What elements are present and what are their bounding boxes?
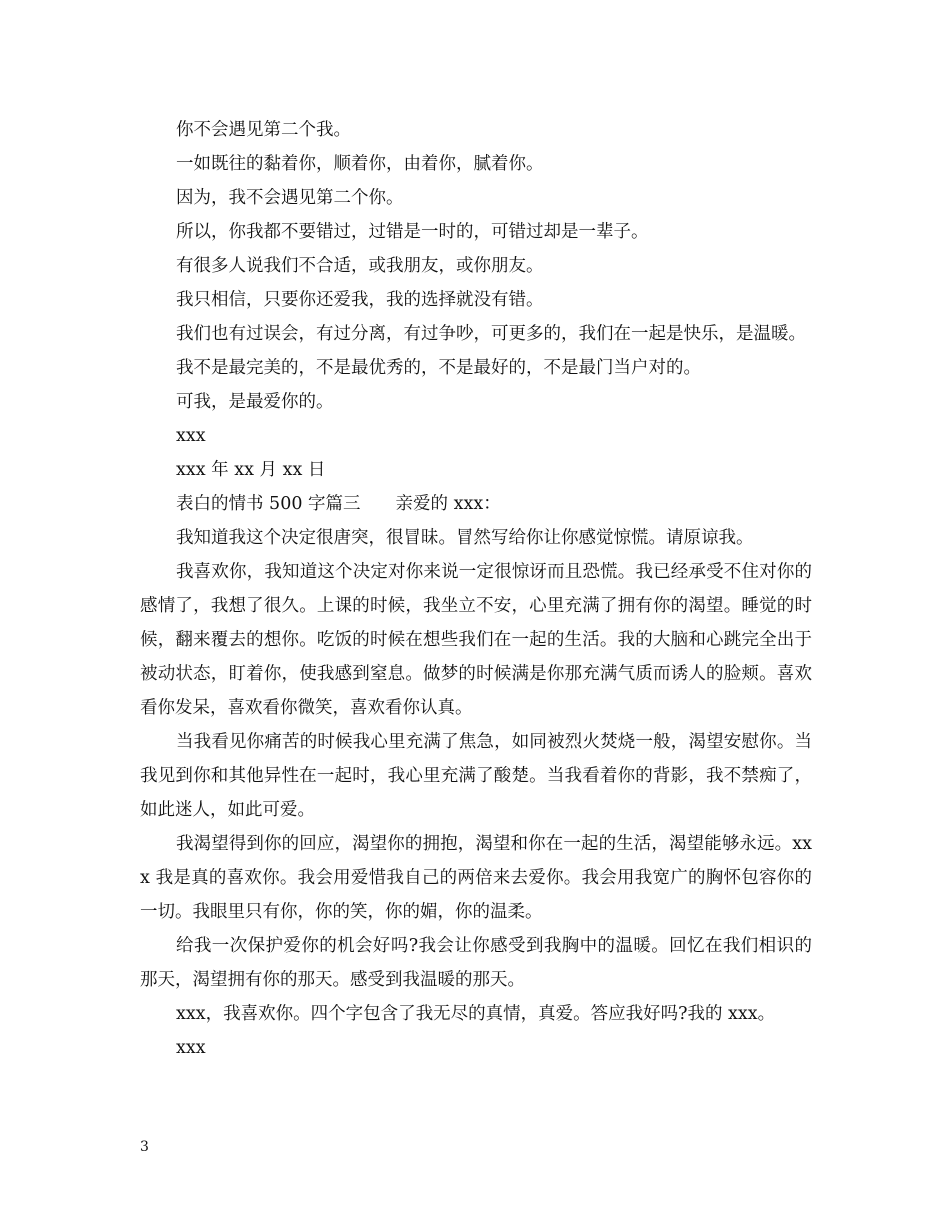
paragraph-13: 我知道我这个决定很唐突，很冒昧。冒然写给你让你感觉惊慌。请原谅我。 xyxy=(176,528,754,548)
signature-date: xxx 年 xx 月 xx 日 xyxy=(176,460,326,480)
closing-signature: xxx xyxy=(176,1038,206,1058)
signature-name: xxx xyxy=(176,426,206,446)
paragraph-9: 可我，是最爱你的。 xyxy=(176,392,334,412)
paragraph-8: 我不是最完美的，不是最优秀的，不是最好的，不是最门当户对的。 xyxy=(176,358,701,378)
document-body xyxy=(140,113,812,1065)
paragraph-18: xxx，我喜欢你。四个字包含了我无尽的真情，真爱。答应我好吗?我的 xxx。 xyxy=(176,1004,776,1024)
paragraph-5: 有很多人说我们不合适，或我朋友，或你朋友。 xyxy=(176,256,544,276)
paragraph-2: 一如既往的黏着你，顺着你，由着你，腻着你。 xyxy=(176,154,544,174)
paragraph-1: 你不会遇见第二个我。 xyxy=(176,120,351,140)
paragraph-15: 当我看见你痛苦的时候我心里充满了焦急，如同被烈火焚烧一般，渴望安慰你。当我见到你和其他异性在一起时，我心里充满了酸楚。当我看着你的背影，我不禁痴了，如此迷人，如此可爱。 xyxy=(140,732,812,820)
paragraph-3: 因为，我不会遇见第二个你。 xyxy=(176,188,404,208)
section-heading: 表白的情书 500 字篇三 亲爱的 xxx： xyxy=(176,494,501,514)
paragraph-14: 我喜欢你，我知道这个决定对你来说一定很惊讶而且恐慌。我已经承受不住对你的感情了，我想了很久。上课的时候，我坐立不安，心里充满了拥有你的渴望。睡觉的时候，翻来覆去的想你。吃饭的时候在想些我们在一起的生活。我的大脑和心跳完全出于被动状态，盯着你，使我感到窒息。做梦的时候满是你那充满气质而诱人的脸颊。喜欢看你发呆，喜欢看你微笑，喜欢看你认真。 xyxy=(140,562,812,718)
paragraph-6: 我只相信，只要你还爱我，我的选择就没有错。 xyxy=(176,290,544,310)
paragraph-16: 我渴望得到你的回应，渴望你的拥抱，渴望和你在一起的生活，渴望能够永远。xxx 我是真的喜欢你。我会用爱惜我自己的两倍来去爱你。我会用我宽广的胸怀包容你的一切。我眼里只有你，你的笑，你的媚，你的温柔。 xyxy=(140,834,812,922)
paragraph-4: 所以，你我都不要错过，过错是一时的，可错过却是一辈子。 xyxy=(176,222,649,242)
paragraph-7: 我们也有过误会，有过分离，有过争吵，可更多的，我们在一起是快乐，是温暖。 xyxy=(176,324,806,344)
paragraph-17: 给我一次保护爱你的机会好吗?我会让你感受到我胸中的温暖。回忆在我们相识的那天，渴望拥有你的那天。感受到我温暖的那天。 xyxy=(140,936,812,990)
page-number: 3 xyxy=(140,1139,149,1155)
